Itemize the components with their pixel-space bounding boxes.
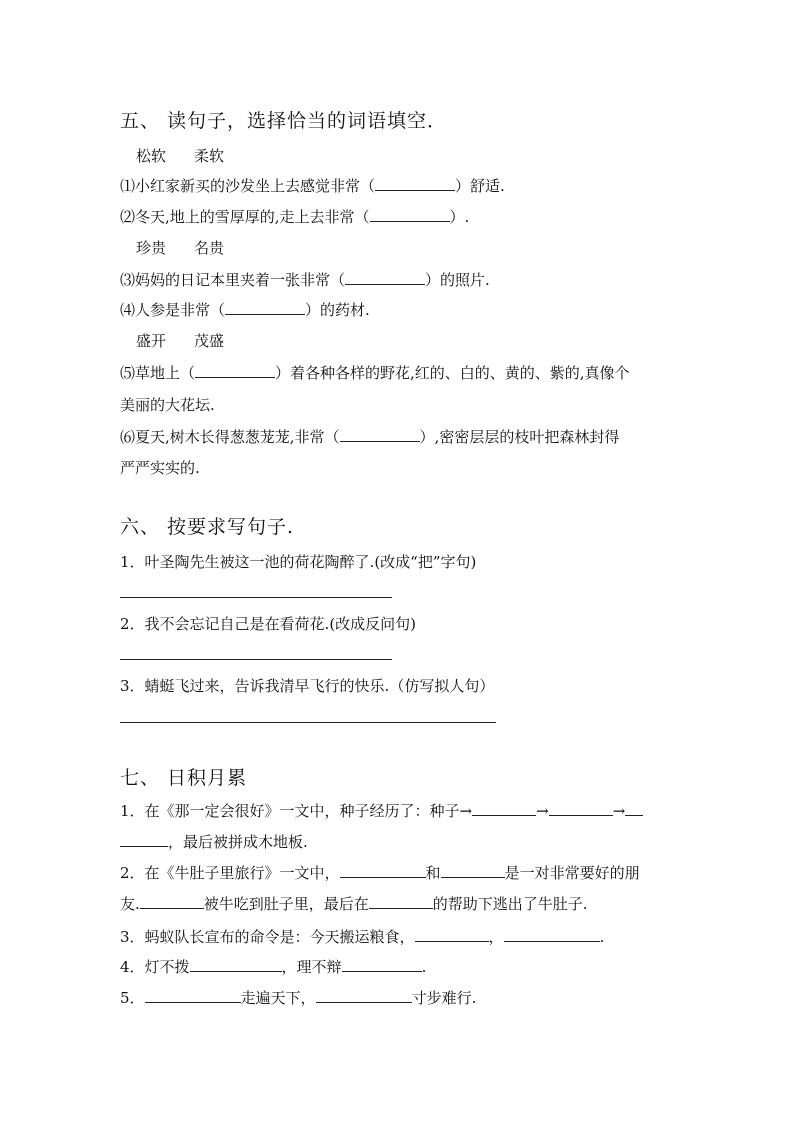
question-6-3: 3．蜻蜓飞过来，告诉我清早飞行的快乐.（仿写拟人句） bbox=[120, 677, 495, 695]
answer-blank[interactable] bbox=[345, 270, 425, 285]
answer-blank[interactable] bbox=[472, 801, 536, 816]
answer-blank[interactable] bbox=[225, 300, 305, 315]
word-group-2 bbox=[136, 237, 224, 258]
section-7-title: 七、 日积月累 bbox=[120, 767, 248, 789]
question-5-5: ⑸草地上（ ）着各种各样的野花,红的、白的、黄的、紫的,真像个 bbox=[120, 364, 630, 382]
word-option: 名贵 bbox=[194, 239, 225, 257]
answer-blank[interactable] bbox=[340, 427, 420, 442]
question-5-2: ⑵冬天,地上的雪厚厚的,走上去非常（ ）. bbox=[120, 208, 470, 226]
answer-blank[interactable] bbox=[190, 957, 282, 972]
word-group-3 bbox=[136, 330, 224, 351]
answer-blank[interactable] bbox=[369, 894, 433, 909]
question-6-2: 2．我不会忘记自己是在看荷花.(改成反问句) bbox=[120, 615, 417, 633]
question-7-4: 4．灯不拨 ，理不辩 . bbox=[120, 958, 427, 976]
answer-blank[interactable] bbox=[342, 957, 422, 972]
answer-blank[interactable] bbox=[415, 927, 489, 942]
section-5-title: 五、 读句子，选择恰当的词语填空． bbox=[120, 110, 448, 132]
answer-blank[interactable] bbox=[316, 988, 412, 1003]
question-6-1: 1．叶圣陶先生被这一池的荷花陶醉了.(改成“把”字句) bbox=[120, 553, 477, 571]
answer-blank[interactable] bbox=[504, 927, 600, 942]
question-5-3: ⑶妈妈的日记本里夹着一张非常（ ）的照片. bbox=[120, 271, 490, 289]
answer-line[interactable] bbox=[120, 597, 392, 598]
question-7-2: 2．在《牛肚子里旅行》一文中， 和 是一对非常要好的朋 bbox=[120, 864, 640, 882]
question-5-6: ⑹夏天,树木长得葱葱茏茏,非常（ ）,密密层层的枝叶把森林封得 bbox=[120, 428, 620, 446]
word-option: 柔软 bbox=[194, 147, 225, 165]
word-option: 盛开 bbox=[136, 332, 167, 350]
answer-blank[interactable] bbox=[625, 801, 643, 816]
answer-blank[interactable] bbox=[549, 801, 613, 816]
answer-blank[interactable] bbox=[441, 863, 505, 878]
answer-blank[interactable] bbox=[195, 363, 275, 378]
question-5-5-cont: 美丽的大花坛. bbox=[120, 396, 215, 414]
answer-blank[interactable] bbox=[120, 832, 168, 847]
answer-blank[interactable] bbox=[145, 988, 241, 1003]
question-7-1: 1．在《那一定会很好》一文中，种子经历了：种子→ → → bbox=[120, 800, 643, 821]
word-option: 茂盛 bbox=[194, 332, 225, 350]
answer-line[interactable] bbox=[120, 722, 496, 723]
question-7-5: 5． 走遍天下， 寸步难行. bbox=[120, 989, 477, 1007]
answer-blank[interactable] bbox=[370, 207, 450, 222]
section-6-title: 六、 按要求写句子. bbox=[120, 516, 295, 538]
answer-line[interactable] bbox=[120, 659, 392, 660]
question-7-3: 3．蚂蚁队长宣布的命令是：今天搬运粮食， ， . bbox=[120, 928, 605, 946]
word-group-1 bbox=[136, 145, 224, 166]
question-7-1-cont: ，最后被拼成木地板. bbox=[120, 831, 308, 852]
answer-blank[interactable] bbox=[340, 863, 426, 878]
question-5-4: ⑷人参是非常（ ）的药材. bbox=[120, 301, 370, 319]
answer-blank[interactable] bbox=[375, 176, 455, 191]
word-option: 珍贵 bbox=[136, 239, 167, 257]
word-option: 松软 bbox=[136, 147, 167, 165]
answer-blank[interactable] bbox=[140, 894, 204, 909]
question-5-6-cont: 严严实实的. bbox=[120, 459, 200, 477]
question-7-2-cont: 友. 被牛吃到肚子里，最后在 的帮助下逃出了牛肚子. bbox=[120, 895, 588, 913]
question-5-1: ⑴小红家新买的沙发坐上去感觉非常（ ）舒适. bbox=[120, 177, 505, 195]
